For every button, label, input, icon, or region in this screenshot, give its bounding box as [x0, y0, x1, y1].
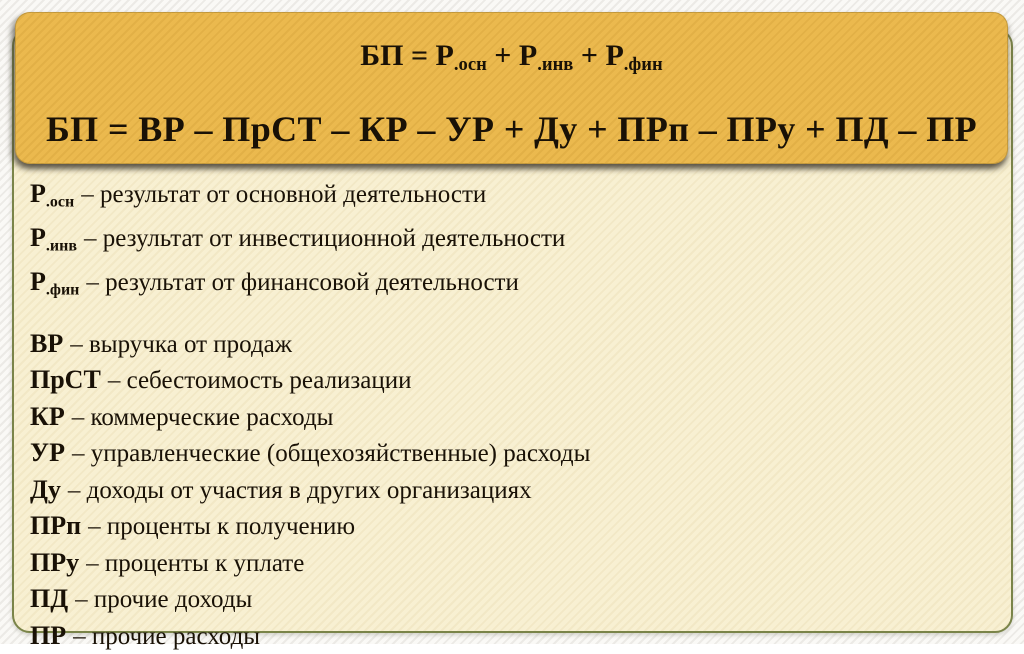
term-description: – результат от основной деятельности — [81, 181, 487, 208]
term-description: – себестоимость реализации — [107, 367, 412, 395]
definitions-group-components — [30, 326, 1001, 654]
term-description: – результат от инвестиционной деятельности — [83, 224, 566, 252]
term-label — [30, 266, 80, 299]
term-label: ПРу — [30, 547, 80, 577]
formula1-op2: + Р — [573, 39, 624, 72]
term-label: ВР — [30, 328, 64, 358]
definition-row — [30, 362, 1001, 399]
term-description: – прочие доходы — [75, 586, 253, 614]
formula-box — [15, 12, 1008, 164]
definition-row — [30, 326, 1001, 363]
formula1-lead: БП = Р — [360, 39, 454, 72]
definition-row — [30, 508, 1001, 545]
definitions-list — [13, 164, 1011, 654]
definition-row — [30, 472, 1001, 509]
term-label: Ду — [30, 474, 61, 504]
term-subscript: .фин — [45, 281, 80, 299]
definition-row — [30, 220, 1001, 264]
term-label: ПрСТ — [30, 365, 101, 395]
definition-row — [30, 176, 1001, 220]
term-base: Р — [30, 266, 46, 296]
term-description: – результат от финансовой деятельности — [86, 268, 519, 296]
term-base: Р — [30, 222, 46, 252]
term-label: ПР — [30, 620, 67, 650]
formula1-subscript-osn: .осн — [453, 54, 487, 76]
term-description: – проценты к получению — [88, 513, 356, 541]
formula1-op1: + Р — [486, 39, 538, 72]
term-description: – выручка от продаж — [70, 330, 293, 358]
term-base: Р — [30, 179, 46, 208]
term-description: – доходы от участия в других организациях — [67, 476, 532, 504]
term-label: УР — [30, 438, 65, 468]
definition-row — [30, 399, 1001, 436]
formula-line-2: БП = ВР – ПрСТ – КР – УР + Ду + ПРп – ПРу + ПД – ПР — [45, 109, 978, 150]
term-label: ПД — [30, 584, 69, 614]
term-label — [30, 179, 75, 211]
term-description: – управленческие (общехозяйственные) расходы — [71, 440, 591, 468]
definition-row — [30, 435, 1001, 472]
formula1-subscript-fin: .фин — [623, 54, 663, 76]
formula-line-1 — [16, 35, 1007, 86]
definition-row — [30, 545, 1001, 582]
term-label — [30, 222, 77, 255]
term-subscript: .инв — [45, 237, 77, 255]
definition-row — [30, 264, 1001, 308]
definitions-group-results — [30, 176, 1001, 308]
term-description: – проценты к уплате — [86, 549, 305, 577]
formula1-subscript-inv: .инв — [537, 54, 574, 76]
term-description: – прочие расходы — [73, 622, 261, 650]
definition-row — [30, 581, 1001, 618]
term-subscript: .осн — [45, 193, 75, 211]
term-description: – коммерческие расходы — [71, 403, 334, 431]
definition-row — [30, 618, 1001, 654]
term-label: ПРп — [30, 511, 82, 541]
term-label: КР — [30, 401, 65, 431]
